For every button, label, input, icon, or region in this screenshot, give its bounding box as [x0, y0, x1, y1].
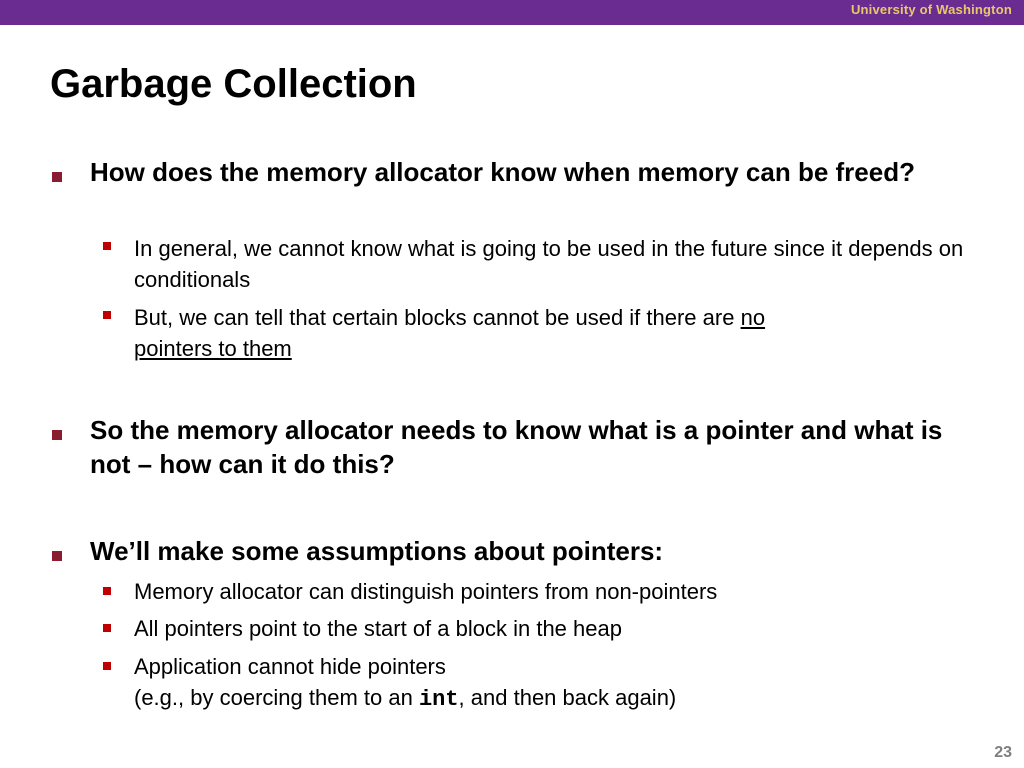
bullet-1-sub-2-underlined-no: no — [740, 305, 766, 330]
bullet-2-text: So the memory allocator needs to know what is a pointer and what is not – how can it do this? — [90, 415, 943, 479]
square-bullet-icon — [103, 587, 111, 595]
square-bullet-icon — [103, 662, 111, 670]
square-bullet-icon — [52, 551, 62, 561]
header-bar — [0, 0, 1024, 25]
square-bullet-icon — [103, 624, 111, 632]
bullet-3-text: We’ll make some assumptions about pointers: — [90, 536, 664, 566]
square-bullet-icon — [52, 430, 62, 440]
bullet-3-sub-1: Memory allocator can distinguish pointers from non-pointers — [134, 579, 718, 604]
bullet-1-sub-2 — [134, 303, 994, 365]
bullet-1-text: How does the memory allocator know when memory can be freed? — [90, 157, 915, 187]
square-bullet-icon — [103, 311, 111, 319]
bullet-3-sub-3 — [134, 652, 994, 716]
bullet-3-sub-3-post: , and then back again) — [458, 684, 677, 710]
bullet-3-sub-2: All pointers point to the start of a block in the heap — [134, 616, 622, 641]
code-int: int — [418, 686, 459, 712]
square-bullet-icon — [52, 172, 62, 182]
bullet-3-sub-3-line-1: Application cannot hide pointers — [134, 654, 446, 679]
bullet-3-sub-3-pre: (e.g., by coercing them to an — [134, 684, 419, 710]
slide-title: Garbage Collection — [50, 62, 417, 106]
square-bullet-icon — [103, 242, 111, 250]
page-number: 23 — [994, 744, 1012, 761]
bullet-1-sub-2-underlined-pointers: pointers to them — [134, 335, 292, 361]
bullet-1-sub-1: In general, we cannot know what is going to be used in the future since it depends on conditionals — [134, 236, 964, 292]
institution-name: University of Washington — [850, 2, 1012, 17]
bullet-1-sub-2-text: But, we can tell that certain blocks cannot be used if there are — [134, 305, 741, 330]
